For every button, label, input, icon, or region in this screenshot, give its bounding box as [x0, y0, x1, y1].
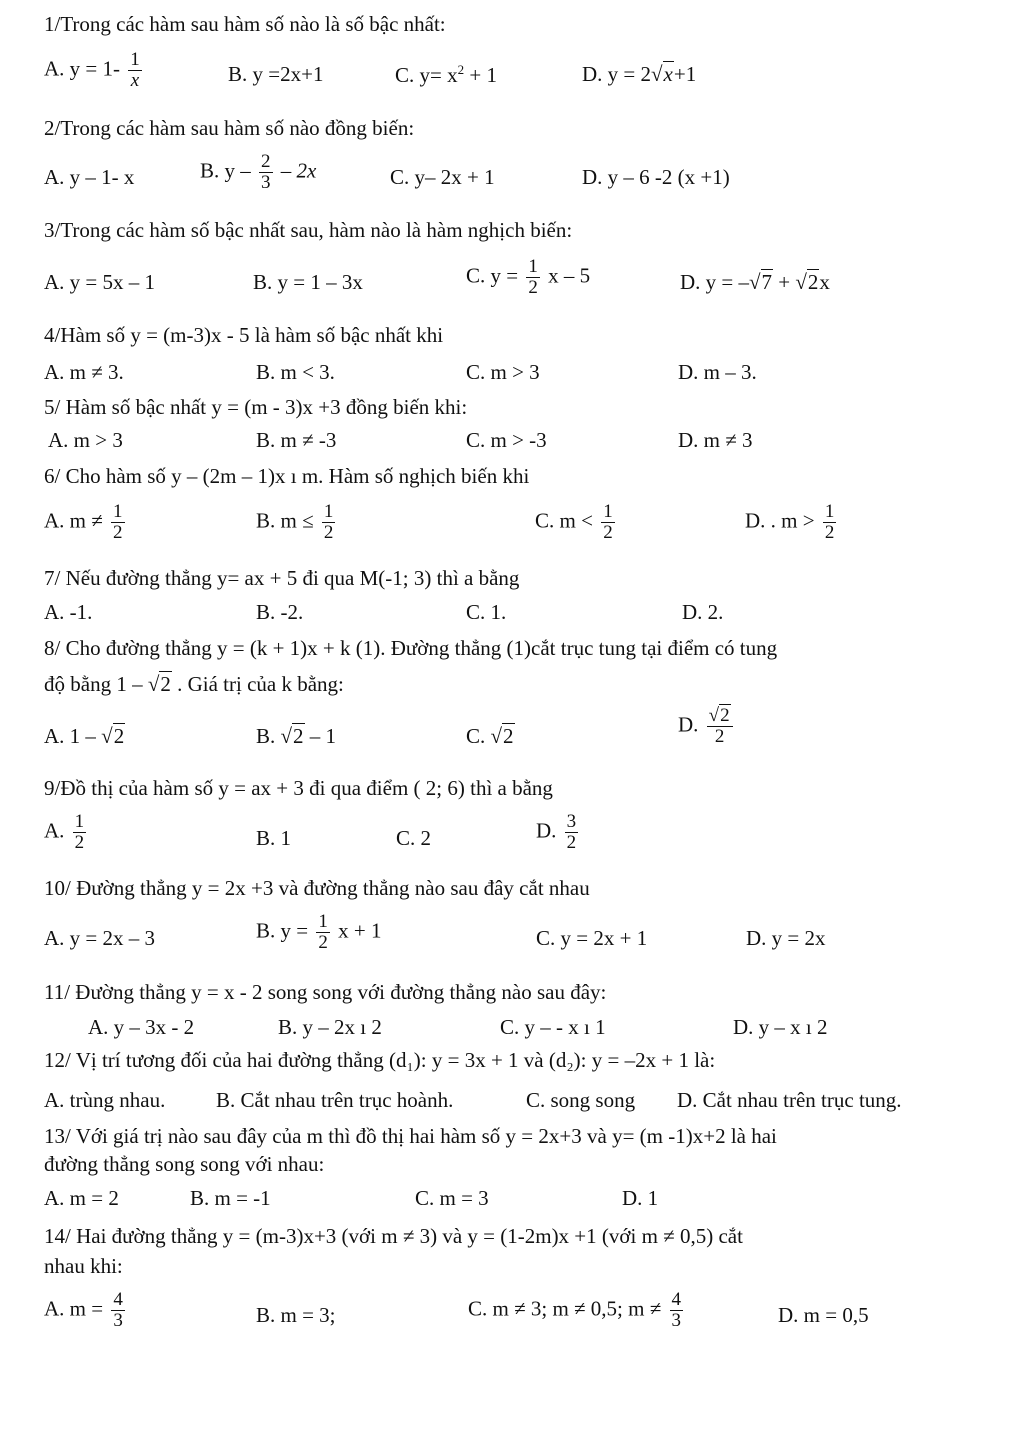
- q10-option-b: B. y = $\frac{1}{2}$ x + 1: [256, 911, 382, 953]
- q10-option-a: A. y = 2x – 3: [44, 926, 156, 950]
- q5-option-d: D. m ≠ 3: [678, 428, 753, 452]
- q7-option-b: B. -2.: [256, 600, 304, 624]
- q2-option-b: B. y – $\frac{2}{3}$ – 2x: [200, 151, 317, 193]
- q12-option-c: C. song song: [526, 1088, 636, 1112]
- q13-option-b: B. m = -1: [190, 1186, 271, 1210]
- q6-option-a: A. m ≠ $\frac{1}{2}$: [44, 501, 123, 543]
- q12-option-d: D. Cắt nhau trên trục tung.: [677, 1088, 902, 1112]
- q11-option-c: C. y – - x ı 1: [500, 1015, 606, 1039]
- q11-option-d: D. y – x ı 2: [733, 1015, 828, 1039]
- q14-option-a: A. m = $\frac{4}{3}$: [44, 1289, 123, 1331]
- q6-option-c: C. m < $\frac{1}{2}$: [535, 501, 613, 543]
- q13-option-c: C. m = 3: [415, 1186, 489, 1210]
- q9-option-a: A. $\frac{1}{2}$: [44, 811, 85, 853]
- q5-option-c: C. m > -3: [466, 428, 547, 452]
- q12-option-a: A. trùng nhau.: [44, 1088, 166, 1112]
- q2-option-d: D. y – 6 -2 (x +1): [582, 165, 730, 189]
- q6-option-d: D. . m > $\frac{1}{2}$: [745, 501, 835, 543]
- question-9-stem: 9/Đồ thị của hàm số y = ax + 3 đi qua điểm ( 2; 6) thì a bằng: [44, 776, 553, 800]
- q8-option-b: B. √2 – 1: [256, 724, 337, 748]
- q7-option-d: D. 2.: [682, 600, 724, 624]
- q11-option-b: B. y – 2x ı 2: [278, 1015, 382, 1039]
- q2-option-a: A. y – 1- x: [44, 165, 135, 189]
- q8-option-d: D. $\frac{√2}{2}$: [678, 706, 736, 747]
- q5-option-a: A. m > 3: [48, 428, 123, 452]
- question-11-stem: 11/ Đường thẳng y = x - 2 song song với đường thẳng nào sau đây:: [44, 980, 607, 1004]
- q13-option-d: D. 1: [622, 1186, 659, 1210]
- q8-option-a: A. 1 – √2: [44, 724, 125, 748]
- q4-option-d: D. m – 3.: [678, 360, 757, 384]
- q12-option-b: B. Cắt nhau trên trục hoành.: [216, 1088, 454, 1112]
- q11-option-a: A. y – 3x - 2: [88, 1015, 195, 1039]
- question-14-stem: 14/ Hai đường thẳng y = (m-3)x+3 (với m ≠ 3) và y = (1-2m)x +1 (với m ≠ 0,5) cắt: [44, 1224, 743, 1248]
- q7-option-a: A. -1.: [44, 600, 93, 624]
- question-13-stem-line2: đường thẳng song song với nhau:: [44, 1152, 325, 1176]
- question-6-stem: 6/ Cho hàm số y – (2m – 1)x ı m. Hàm số nghịch biến khi: [44, 464, 530, 488]
- question-12-stem: 12/ Vị trí tương đối của hai đường thẳng (d₁): y = 3x + 1 và (d₂): y = –2x + 1 là:: [44, 1048, 716, 1072]
- q5-option-b: B. m ≠ -3: [256, 428, 337, 452]
- question-13-stem: 13/ Với giá trị nào sau đây của m thì đồ thị hai hàm số y = 2x+3 và y= (m -1)x+2 là hai: [44, 1124, 777, 1148]
- q3-option-b: B. y = 1 – 3x: [253, 270, 363, 294]
- q10-option-c: C. y = 2x + 1: [536, 926, 648, 950]
- q9-option-d: D. $\frac{3}{2}$: [536, 811, 577, 853]
- question-1-stem: 1/Trong các hàm sau hàm số nào là số bậc nhất:: [44, 12, 446, 36]
- q10-option-d: D. y = 2x: [746, 926, 826, 950]
- q14-option-b: B. m = 3;: [256, 1303, 336, 1327]
- q1-option-d: D. y = 2√x+1: [582, 62, 697, 86]
- q3-option-c: C. y = $\frac{1}{2}$ x – 5: [466, 256, 591, 298]
- q1-option-c: C. $y= x^2 + 1$: [395, 62, 497, 87]
- q4-option-c: C. m > 3: [466, 360, 540, 384]
- q13-option-a: A. m = 2: [44, 1186, 119, 1210]
- q3-option-a: A. y = 5x – 1: [44, 270, 156, 294]
- question-8-stem: 8/ Cho đường thẳng y = (k + 1)x + k (1). Đường thẳng (1)cắt trục tung tại điểm có tung: [44, 636, 778, 660]
- q9-option-b: B. 1: [256, 826, 292, 850]
- q7-option-c: C. 1.: [466, 600, 507, 624]
- question-10-stem: 10/ Đường thẳng y = 2x +3 và đường thẳng nào sau đây cắt nhau: [44, 876, 590, 900]
- question-7-stem: 7/ Nếu đường thẳng y= ax + 5 đi qua M(-1; 3) thì a bằng: [44, 566, 520, 590]
- question-4-stem: 4/Hàm số y = (m-3)x - 5 là hàm số bậc nhất khi: [44, 323, 444, 347]
- q4-option-a: A. m ≠ 3.: [44, 360, 124, 384]
- question-2-stem: 2/Trong các hàm sau hàm số nào đồng biến:: [44, 116, 415, 140]
- question-8-stem-line2: độ bằng 1 – √2 . Giá trị của k bằng:: [44, 672, 344, 696]
- q3-option-d: D. y = –√7 + √2x: [680, 270, 830, 294]
- question-3-stem: 3/Trong các hàm số bậc nhất sau, hàm nào là hàm nghịch biến:: [44, 218, 573, 242]
- q2-option-c: C. y– 2x + 1: [390, 165, 495, 189]
- question-5-stem: 5/ Hàm số bậc nhất y = (m - 3)x +3 đồng biến khi:: [44, 395, 468, 419]
- q6-option-b: B. m ≤ $\frac{1}{2}$: [256, 501, 334, 543]
- q1-option-b: B. y =2x+1: [228, 62, 324, 86]
- q8-option-c: C. √2: [466, 724, 514, 748]
- q4-option-b: B. m < 3.: [256, 360, 335, 384]
- q14-option-d: D. m = 0,5: [778, 1303, 869, 1327]
- q14-option-c: C. m ≠ 3; m ≠ 0,5; m ≠ $\frac{4}{3}$: [468, 1289, 682, 1331]
- question-14-stem-line2: nhau khi:: [44, 1254, 123, 1278]
- q1-option-a: A. y = 1- $\frac{1}{x}$: [44, 49, 140, 91]
- q9-option-c: C. 2: [396, 826, 432, 850]
